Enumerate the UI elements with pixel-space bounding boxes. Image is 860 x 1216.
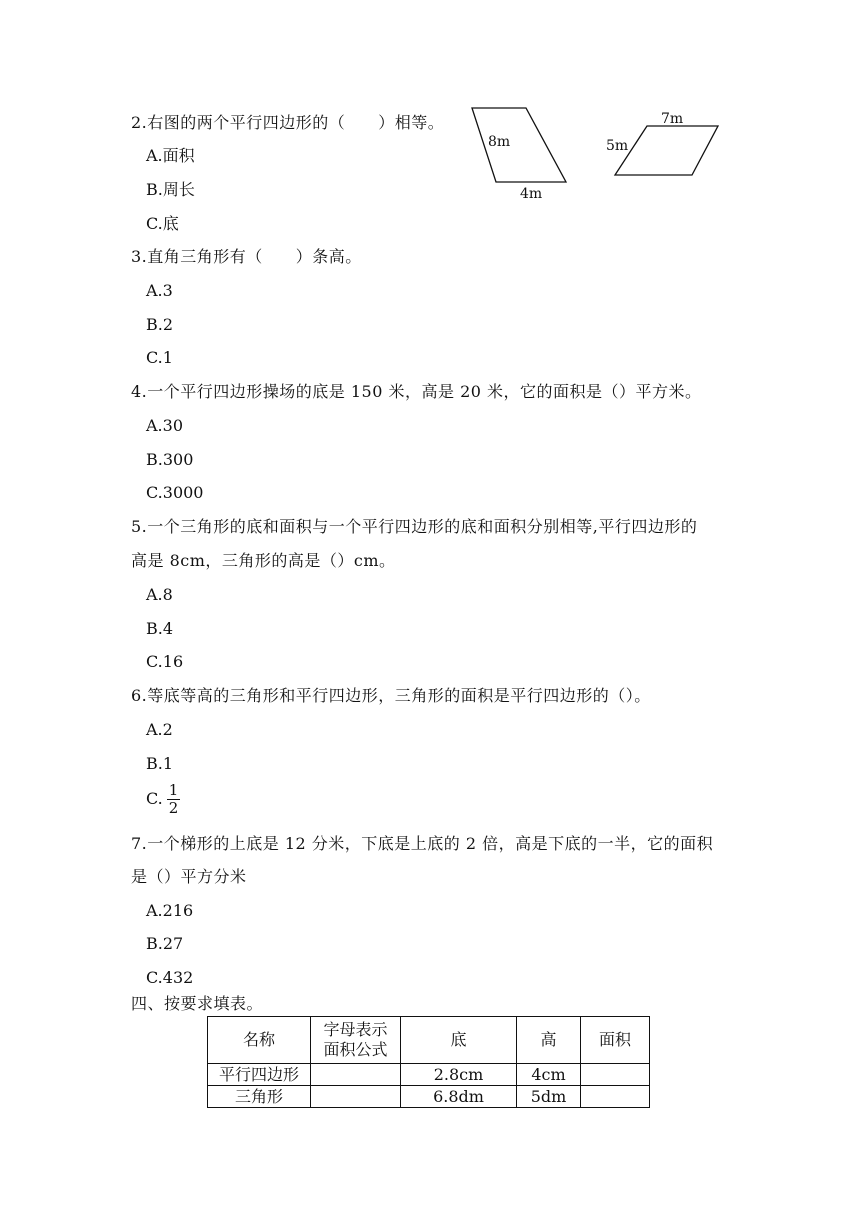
q7-option-c: C.432 bbox=[146, 968, 194, 987]
question-4-stem: 4.一个平行四边形操场的底是 150 米，高是 20 米，它的面积是（）平方米。 bbox=[131, 382, 702, 401]
question-3-stem: 3.直角三角形有（ ）条高。 bbox=[131, 247, 362, 266]
table-cell: 5dm bbox=[517, 1086, 581, 1108]
parallelogram-figures bbox=[470, 105, 730, 205]
fraction-denominator: 2 bbox=[168, 799, 179, 817]
table-cell: 平行四边形 bbox=[208, 1064, 311, 1086]
q6-option-c bbox=[146, 782, 180, 817]
q2-option-a: A.面积 bbox=[146, 146, 195, 165]
table-cell bbox=[581, 1086, 650, 1108]
table-row bbox=[208, 1086, 650, 1108]
table-cell: 三角形 bbox=[208, 1086, 311, 1108]
q3-option-b: B.2 bbox=[146, 315, 174, 334]
question-7-stem-line1: 7.一个梯形的上底是 12 分米，下底是上底的 2 倍，高是下底的一半，它的面积 bbox=[131, 834, 714, 853]
header-cell-line: 字母表示 bbox=[323, 1020, 388, 1039]
q4-option-c: C.3000 bbox=[146, 483, 204, 502]
q6-option-b: B.1 bbox=[146, 754, 174, 773]
question-2-stem: 2.右图的两个平行四边形的（ ）相等。 bbox=[131, 113, 445, 132]
fraction-one-half bbox=[167, 782, 181, 817]
section-4-title: 四、按要求填表。 bbox=[131, 994, 264, 1013]
label-right-top: 7m bbox=[661, 111, 684, 127]
header-cell bbox=[311, 1017, 401, 1064]
header-cell-line: 面积公式 bbox=[323, 1040, 388, 1059]
header-cell: 高 bbox=[517, 1017, 581, 1064]
header-cell: 面积 bbox=[581, 1017, 650, 1064]
header-cell: 底 bbox=[401, 1017, 517, 1064]
parallelogram-right bbox=[615, 126, 718, 175]
table-cell bbox=[311, 1064, 401, 1086]
q6-option-a: A.2 bbox=[146, 720, 173, 739]
q4-option-b: B.300 bbox=[146, 450, 194, 469]
question-5-stem-line1: 5.一个三角形的底和面积与一个平行四边形的底和面积分别相等,平行四边形的 bbox=[131, 517, 698, 536]
header-cell: 名称 bbox=[208, 1017, 311, 1064]
q2-option-b: B.周长 bbox=[146, 180, 195, 199]
fill-in-table bbox=[207, 1016, 650, 1108]
q3-option-c: C.1 bbox=[146, 348, 173, 367]
q7-option-a: A.216 bbox=[146, 901, 194, 920]
parallelogram-left bbox=[472, 108, 566, 182]
label-left-bottom: 4m bbox=[520, 186, 543, 202]
table-cell: 4cm bbox=[517, 1064, 581, 1086]
label-right-side: 5m bbox=[606, 138, 629, 154]
table-cell bbox=[581, 1064, 650, 1086]
label-left-side: 8m bbox=[488, 134, 511, 150]
q4-option-a: A.30 bbox=[146, 416, 183, 435]
q5-option-a: A.8 bbox=[146, 585, 173, 604]
table-header-row bbox=[208, 1017, 650, 1064]
q5-option-c: C.16 bbox=[146, 652, 184, 671]
q6-option-c-prefix: C. bbox=[146, 789, 163, 808]
q7-option-b: B.27 bbox=[146, 934, 184, 953]
question-6-stem: 6.等底等高的三角形和平行四边形，三角形的面积是平行四边形的（）。 bbox=[131, 686, 651, 705]
fraction-numerator: 1 bbox=[168, 781, 179, 799]
question-5-stem-line2: 高是 8cm，三角形的高是（）cm。 bbox=[131, 551, 396, 570]
table-cell bbox=[311, 1086, 401, 1108]
table-cell: 2.8cm bbox=[401, 1064, 517, 1086]
q2-option-c: C.底 bbox=[146, 214, 179, 233]
q3-option-a: A.3 bbox=[146, 281, 173, 300]
table-row bbox=[208, 1064, 650, 1086]
question-7-stem-line2: 是（）平方分米 bbox=[131, 867, 247, 886]
table-cell: 6.8dm bbox=[401, 1086, 517, 1108]
q5-option-b: B.4 bbox=[146, 619, 174, 638]
